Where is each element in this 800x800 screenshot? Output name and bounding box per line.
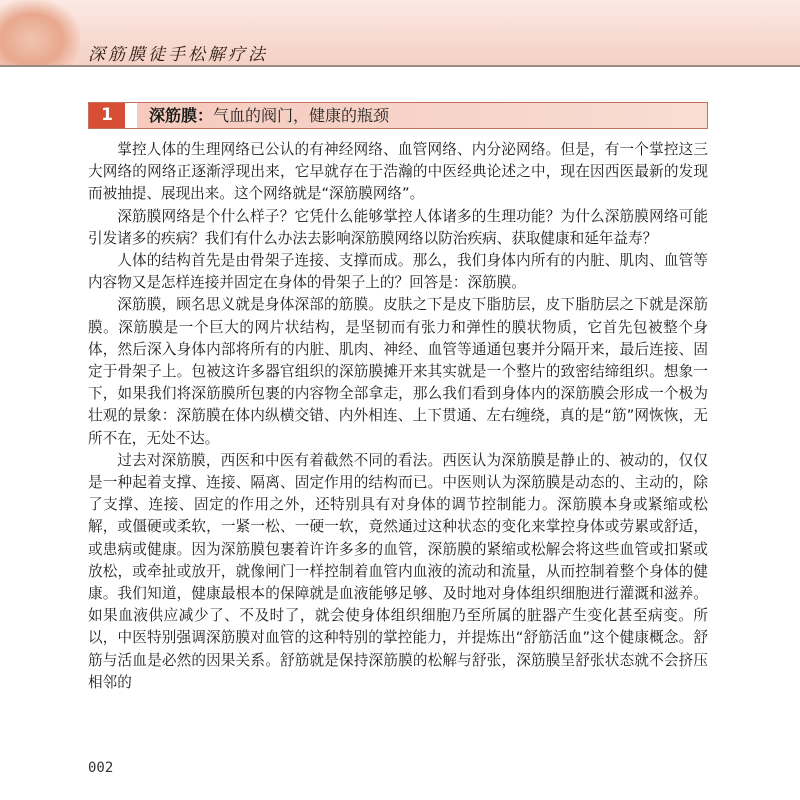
paragraph: 人体的结构首先是由骨架子连接、支撑而成。那么，我们身体内所有的内脏、肌肉、血管等内容物又是怎样连接并固定在身体的骨架子上的？回答是：深筋膜。 [88, 252, 708, 292]
header-decoration-image [0, 0, 80, 66]
section-badge-gap [125, 103, 137, 128]
body-text [88, 139, 708, 694]
section-title-subtitle: 气血的阀门，健康的瓶颈 [213, 106, 390, 125]
paragraph: 掌控人体的生理网络已公认的有神经网络、血管网络、内分泌网络。但是，有一个掌控这三大网络的网络正逐渐浮现出来，它早就存在于浩瀚的中医经典论述之中，现在因西医最新的发现而被抽提、展现出来。这个网络就是“深筋膜网络”。 [88, 141, 708, 203]
running-title: 深筋膜徒手松解疗法 [88, 45, 268, 65]
section-title [149, 103, 389, 128]
section-heading-banner [88, 102, 708, 129]
paragraph: 深筋膜网络是个什么样子？它凭什么能够掌控人体诸多的生理功能？为什么深筋膜网络可能引发诸多的疾病？我们有什么办法去影响深筋膜网络以防治疾病、获取健康和延年益寿？ [88, 207, 708, 247]
section-title-term: 深筋膜： [149, 106, 214, 125]
page-number: 002 [88, 760, 114, 776]
section-number-badge: 1 [89, 103, 125, 128]
header-divider [0, 65, 800, 67]
paragraph: 过去对深筋膜，西医和中医有着截然不同的看法。西医认为深筋膜是静止的、被动的，仅仅是一种起着支撑、连接、隔离、固定作用的结构而已。中医则认为深筋膜是动态的、主动的，除了支撑、连接、固定的作用之外，还特别具有对身体的调节控制能力。深筋膜本身或紧缩或松解，或僵硬或柔软，一紧一松、一硬一软，竟然通过这种状态的变化来掌控身体或劳累或舒适，或患病或健康。因为深筋膜包裹着许许多多的血管，深筋膜的紧缩或松解会将这些血管或扣紧或放松，或牵扯或放开，就像闸门一样控制着血管内血液的流动和流量，从而控制着整个身体的健康。我们知道，健康最根本的保障就是血液能够足够、及时地对身体组织细胞进行灌溉和滋养。如果血液供应减少了、不及时了，就会使身体组织细胞乃至所属的脏器产生变化甚至病变。所以，中医特别强调深筋膜对血管的这种特别的掌控能力，并提炼出“舒筋活血”这个健康概念。舒筋与活血是必然的因果关系。舒筋就是保持深筋膜的松解与舒张，深筋膜呈舒张状态就不会挤压相邻的 [88, 451, 708, 691]
paragraph: 深筋膜，顾名思义就是身体深部的筋膜。皮肤之下是皮下脂肪层，皮下脂肪层之下就是深筋膜。深筋膜是一个巨大的网片状结构，是坚韧而有张力和弹性的膜状物质，它首先包被整个身体，然后深入身体内部将所有的内脏、肌肉、神经、血管等通通包裹并分隔开来，最后连接、固定于骨架子上。包被这许多器官组织的深筋膜摊开来其实就是一个整片的致密结缔组织。想象一下，如果我们将深筋膜所包裹的内容物全部拿走，那么我们看到身体内的深筋膜会形成一个极为壮观的景象：深筋膜在体内纵横交错、内外相连、上下贯通、左右缠绕，真的是“筋”网恢恢，无所不在，无处不达。 [88, 296, 708, 447]
